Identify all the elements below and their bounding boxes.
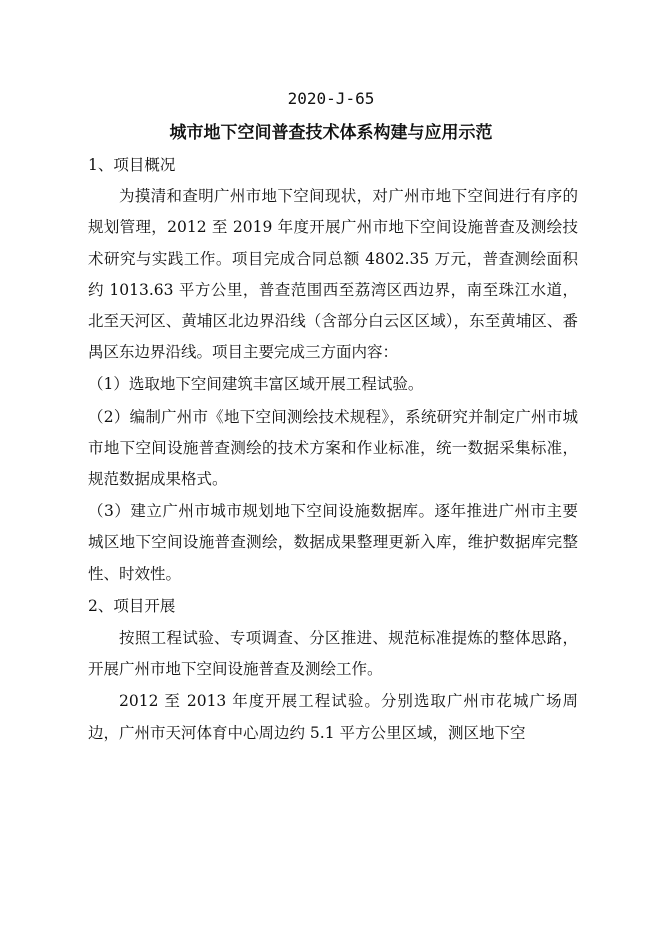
progress-paragraph-1: 按照工程试验、专项调查、分区推进、规范标准提炼的整体思路，开展广州市地下空间设施普查及测绘工作。: [88, 629, 578, 679]
document-code: 2020-J-65: [287, 89, 375, 108]
progress-paragraph-2: 2012 至 2013 年度开展工程试验。分别选取广州市花城广场周边，广州市天河体育中心周边约 5.1 平方公里区域，测区地下空: [88, 692, 578, 742]
document-body: [88, 150, 578, 749]
overview-paragraph: 为摸清和查明广州市地下空间现状，对广州市地下空间进行有序的规划管理，2012 至 2019 年度开展广州市地下空间设施普查及测绘技术研究与实践工作。项目完成合同总额 4802.35 万元，普查测绘面积约 1013.63 平方公里，普查范围西至荔湾区西边界，南至珠江水道，北至天河区、黄埔区北边界沿线（含部分白云区区域），东至黄埔区、番禺区东边界沿线。项目主要完成三方面内容：: [88, 187, 578, 362]
section-heading-overview: 1、项目概况: [88, 156, 176, 174]
document-title: 城市地下空间普查技术体系构建与应用示范: [169, 123, 493, 143]
list-item-1: （1）选取地下空间建筑丰富区域开展工程试验。: [88, 375, 424, 394]
list-item-2: （2）编制广州市《地下空间测绘技术规程》，系统研究并制定广州市城市地下空间设施普查测绘的技术方案和作业标准，统一数据采集标准，规范数据成果格式。: [88, 407, 578, 489]
section-heading-progress: 2、项目开展: [88, 596, 176, 615]
list-item-3: （3）建立广州市城市规划地下空间设施数据库。逐年推进广州市主要城区地下空间设施普查测绘，数据成果整理更新入库，维护数据库完整性、时效性。: [88, 502, 578, 583]
